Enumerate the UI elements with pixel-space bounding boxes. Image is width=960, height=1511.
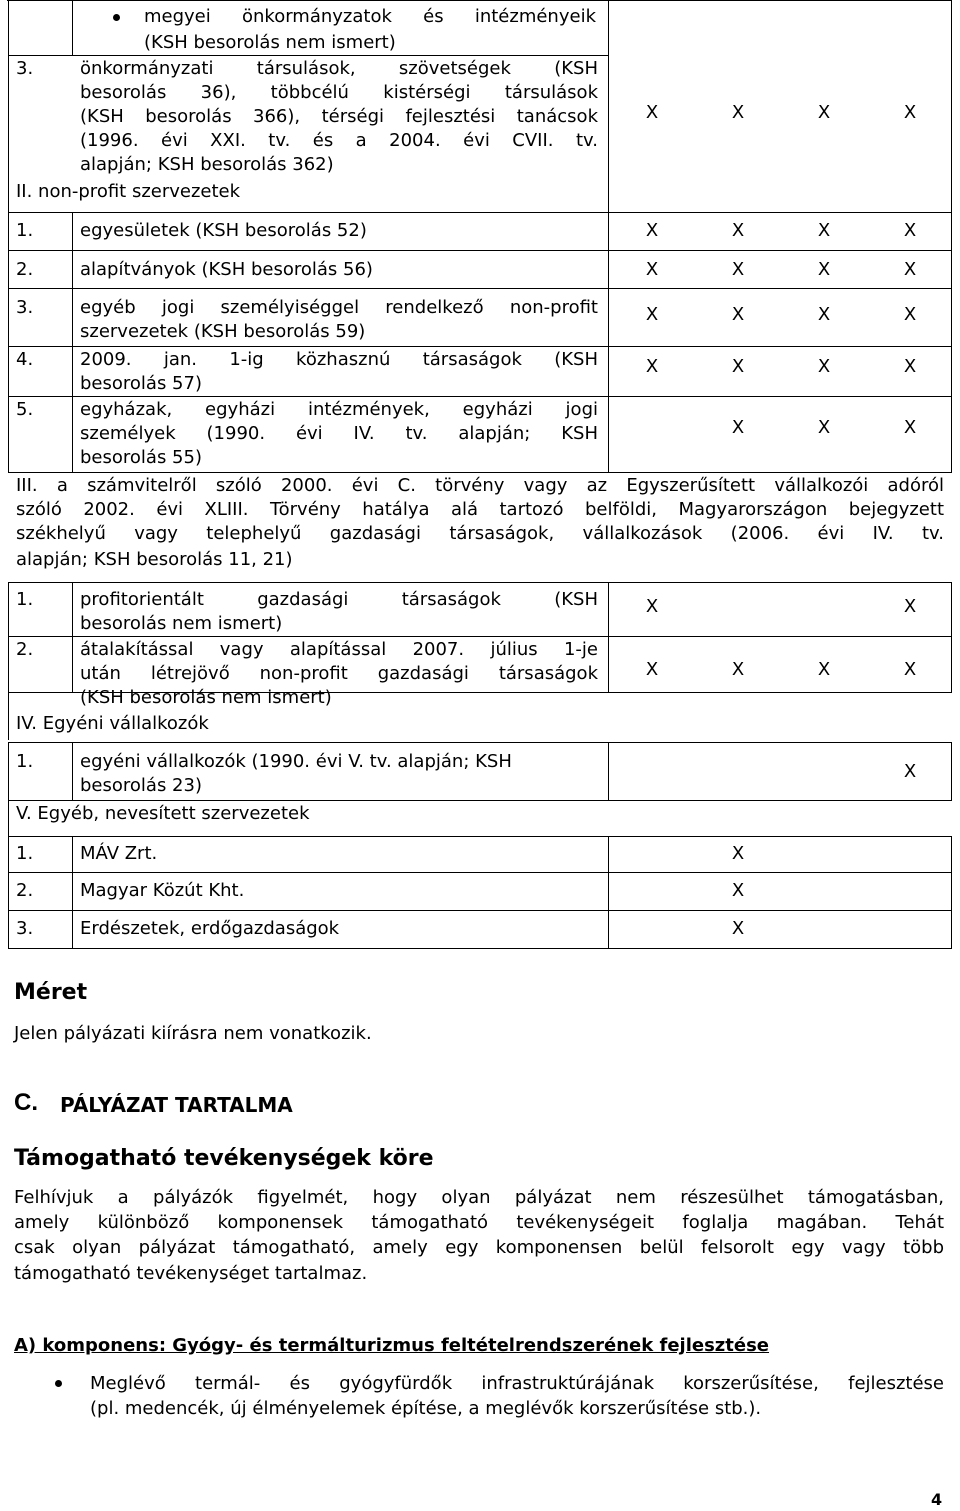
- section-letter: C.: [14, 1089, 38, 1116]
- mark-x: X: [817, 259, 831, 280]
- table-cell-text: besorolás nem ismert): [80, 613, 283, 634]
- mark-x: X: [903, 659, 917, 680]
- mark-x: X: [645, 659, 659, 680]
- mark-x: X: [645, 304, 659, 325]
- tamogathato-heading: Támogatható tevékenységek köre: [14, 1146, 434, 1171]
- table-cell-text: (KSH besorolás nem ismert): [144, 32, 396, 53]
- mark-x: X: [817, 304, 831, 325]
- table-cell-text: Erdészetek, erdőgazdaságok: [80, 918, 340, 939]
- table-cell-text: besorolás 23): [80, 775, 202, 796]
- table-cell-text: MÁV Zrt.: [80, 843, 158, 864]
- paragraph-line: Felhívjuk a pályázók figyelmét, hogy olyan pályázat nem részesülhet támogatásban,: [14, 1187, 944, 1208]
- list-item: Meglévő termál- és gyógyfürdők infrastruktúrájának korszerűsítése, fejlesztése: [90, 1373, 944, 1394]
- section-title: PÁLYÁZAT TARTALMA: [60, 1093, 293, 1117]
- table-cell-text: önkormányzati társulások, szövetségek (KSH: [80, 58, 598, 79]
- row-number: 1.: [16, 843, 34, 864]
- mark-x: X: [817, 659, 831, 680]
- row-number: 1.: [16, 751, 34, 772]
- mark-x: X: [903, 102, 917, 123]
- row-number: 3.: [16, 918, 34, 939]
- section-heading: II. non-profit szervezetek: [16, 181, 241, 202]
- table-cell-text: alapján; KSH besorolás 362): [80, 154, 334, 175]
- row-number: 2.: [16, 639, 34, 660]
- mark-x: X: [903, 761, 917, 782]
- row-number: 4.: [16, 349, 34, 370]
- page-number: 4: [931, 1490, 943, 1509]
- table-cell-text: besorolás 36), többcélú kistérségi társulások: [80, 82, 598, 103]
- row-number: 2.: [16, 880, 34, 901]
- paragraph-line: amely különböző komponensek támogatható tevékenységeit foglalja magában. Tehát: [14, 1212, 944, 1233]
- mark-x: X: [731, 417, 745, 438]
- mark-x: X: [903, 596, 917, 617]
- row-number: 1.: [16, 220, 34, 241]
- section-heading: székhelyű vagy telephelyű gazdasági társaságok, vállalkozások (2006. évi IV. tv.: [16, 523, 944, 544]
- list-item: (pl. medencék, új élményelemek építése, a meglévők korszerűsítése stb.).: [90, 1398, 762, 1419]
- row-number: 3.: [16, 58, 34, 79]
- mark-x: X: [903, 220, 917, 241]
- mark-x: X: [731, 880, 745, 901]
- mark-x: X: [731, 356, 745, 377]
- mark-x: X: [645, 356, 659, 377]
- row-number: 1.: [16, 589, 34, 610]
- komponens-heading: A) komponens: Gyógy- és termálturizmus feltételrendszerének fejlesztése: [14, 1335, 770, 1356]
- row-number: 5.: [16, 399, 34, 420]
- mark-x: X: [731, 259, 745, 280]
- table-cell-text: alapítványok (KSH besorolás 56): [80, 259, 373, 280]
- mark-x: X: [645, 259, 659, 280]
- table-cell-text: Magyar Közút Kht.: [80, 880, 245, 901]
- mark-x: X: [817, 102, 831, 123]
- table-cell-text: szervezetek (KSH besorolás 59): [80, 321, 366, 342]
- mark-x: X: [903, 259, 917, 280]
- table-cell-text: (1996. évi XXI. tv. és a 2004. évi CVII. tv.: [80, 130, 598, 151]
- row-number: 3.: [16, 297, 34, 318]
- mark-x: X: [731, 659, 745, 680]
- table-cell-text: 2009. jan. 1-ig közhasznú társaságok (KSH: [80, 349, 598, 370]
- mark-x: X: [731, 918, 745, 939]
- mark-x: X: [645, 596, 659, 617]
- section-heading: III. a számvitelről szóló 2000. évi C. törvény vagy az Egyszerűsített vállalkozói adóról: [16, 475, 944, 496]
- section-heading: V. Egyéb, nevesített szervezetek: [16, 803, 310, 824]
- bullet-icon: [113, 14, 120, 21]
- mark-x: X: [817, 417, 831, 438]
- section-heading: IV. Egyéni vállalkozók: [16, 713, 209, 734]
- meret-text: Jelen pályázati kiírásra nem vonatkozik.: [14, 1023, 372, 1044]
- mark-x: X: [731, 304, 745, 325]
- section-heading: szóló 2002. évi XLIII. Törvény hatálya alá tartozó belföldi, Magyarországon bejegyzett: [16, 499, 944, 520]
- row-number: 2.: [16, 259, 34, 280]
- paragraph-line: támogatható tevékenységet tartalmaz.: [14, 1263, 368, 1284]
- table-cell-text: besorolás 55): [80, 447, 202, 468]
- table-cell-text: egyéb jogi személyiséggel rendelkező non-profit: [80, 297, 598, 318]
- table-cell-text: profitorientált gazdasági társaságok (KSH: [80, 589, 598, 610]
- table-cell-text: egyházak, egyházi intézmények, egyházi jogi: [80, 399, 598, 420]
- section-heading: alapján; KSH besorolás 11, 21): [16, 549, 293, 570]
- table-cell-text: személyek (1990. évi IV. tv. alapján; KSH: [80, 423, 598, 444]
- meret-heading: Méret: [14, 980, 88, 1005]
- table-cell-text: besorolás 57): [80, 373, 202, 394]
- table-cell-text: (KSH besorolás nem ismert): [80, 687, 332, 708]
- mark-x: X: [731, 843, 745, 864]
- bullet-icon: [55, 1380, 62, 1387]
- paragraph-line: csak olyan pályázat támogatható, amely egy komponensen belül felsorolt egy vagy több: [14, 1237, 944, 1258]
- mark-x: X: [903, 304, 917, 325]
- table-cell-text: (KSH besorolás 366), térségi fejlesztési tanácsok: [80, 106, 598, 127]
- mark-x: X: [645, 102, 659, 123]
- mark-x: X: [817, 356, 831, 377]
- table-cell-text: átalakítással vagy alapítással 2007. július 1-je: [80, 639, 598, 660]
- mark-x: X: [645, 220, 659, 241]
- mark-x: X: [903, 417, 917, 438]
- table-cell-text: után létrejövő non-profit gazdasági társaságok: [80, 663, 598, 684]
- mark-x: X: [731, 102, 745, 123]
- mark-x: X: [817, 220, 831, 241]
- table-cell-text: egyéni vállalkozók (1990. évi V. tv. alapján; KSH: [80, 751, 512, 772]
- mark-x: X: [731, 220, 745, 241]
- table-cell-text: megyei önkormányzatok és intézményeik: [144, 6, 596, 27]
- table-cell-text: egyesületek (KSH besorolás 52): [80, 220, 367, 241]
- mark-x: X: [903, 356, 917, 377]
